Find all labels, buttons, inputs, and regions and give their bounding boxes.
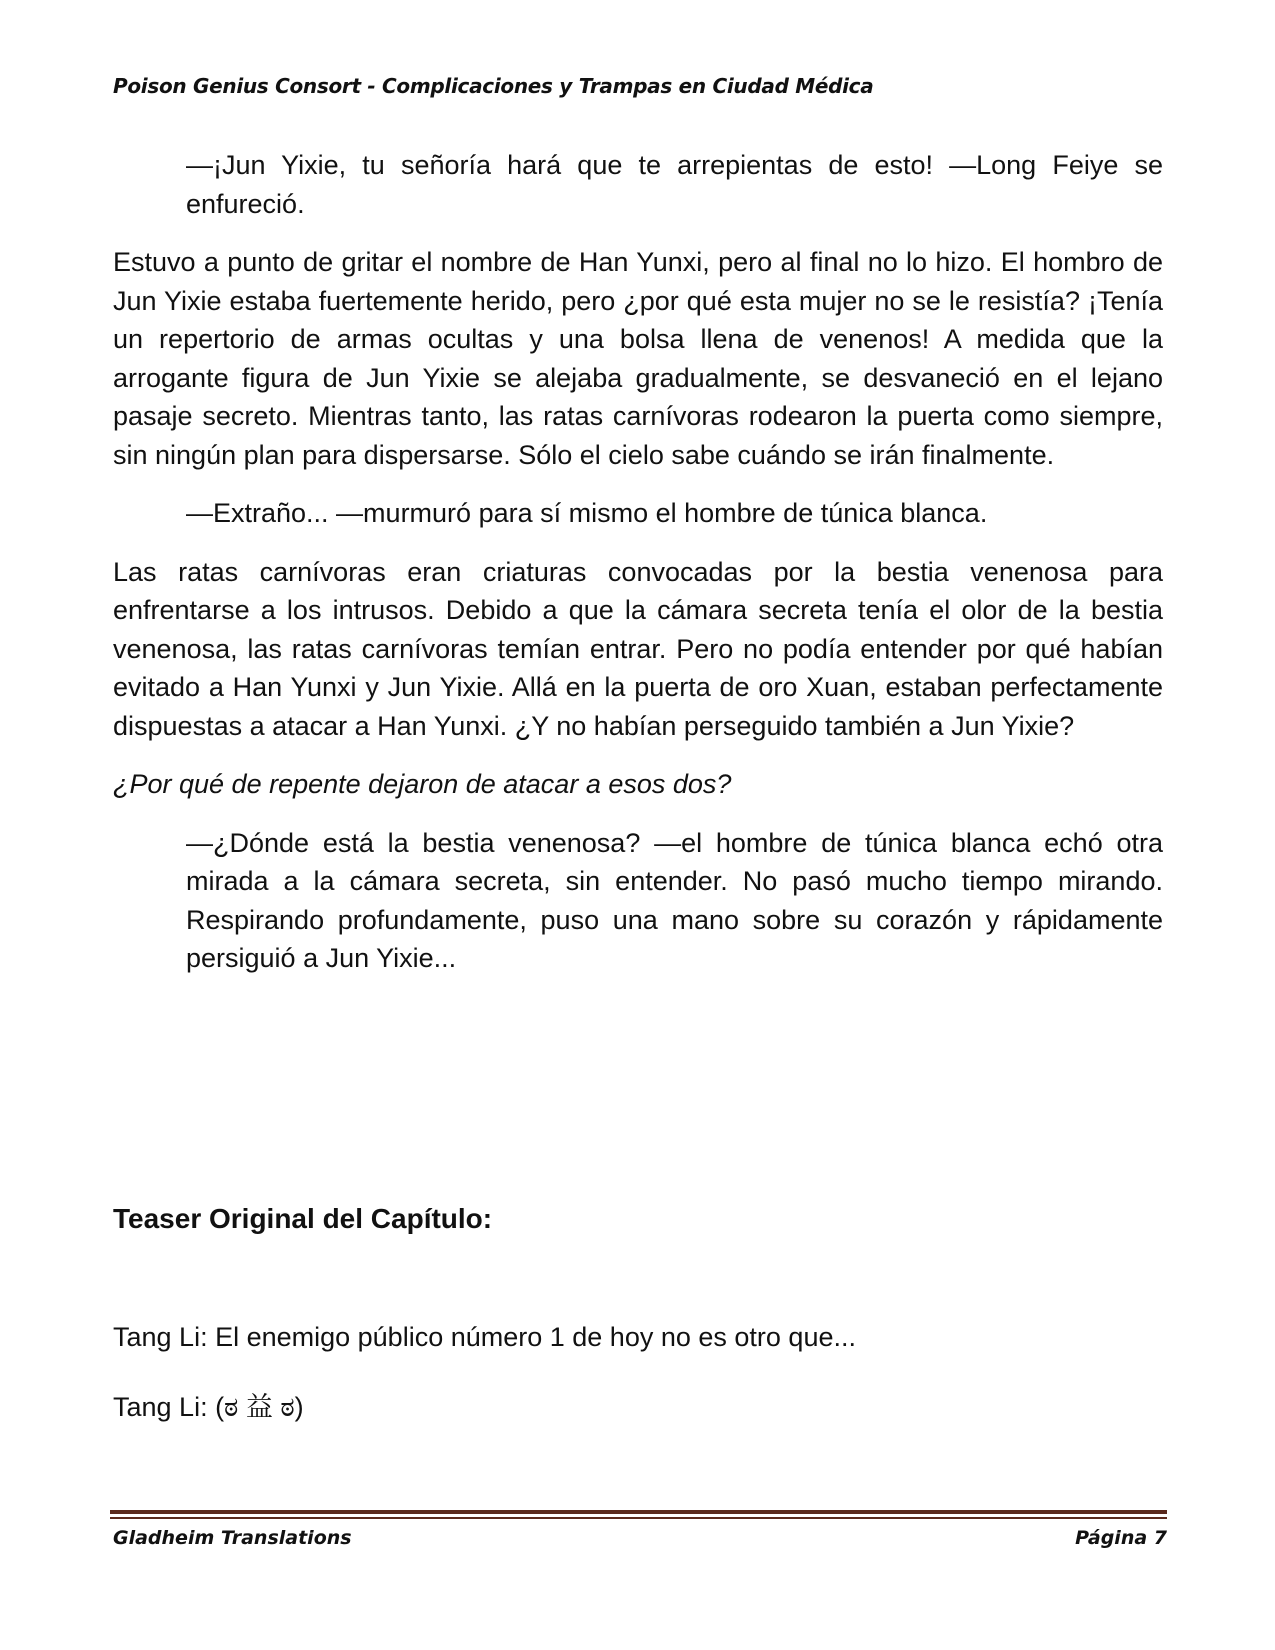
teaser-heading: Teaser Original del Capítulo:	[113, 1203, 493, 1234]
paragraph: —¡Jun Yixie, tu señoría hará que te arrepientas de esto! —Long Feiye se enfureció.	[186, 150, 1163, 219]
footer-publisher: Gladheim Translations	[113, 1527, 352, 1549]
page-number: Página 7	[1075, 1527, 1167, 1549]
body-text	[113, 146, 1163, 998]
footer-divider	[110, 1510, 1167, 1514]
paragraph: —¿Dónde está la bestia venenosa? —el hombre de túnica blanca echó otra mirada a la cámara secreta, sin entender. No pasó mucho tiempo mirando. Respirando profundamente, puso una mano sobre su corazón y rápidamente persiguió a Jun Yixie...	[186, 827, 1163, 973]
running-header: Poison Genius Consort - Complicaciones y Trampas en Ciudad Médica	[113, 74, 874, 98]
teaser-line: Tang Li: (ಠ 益 ಠ)	[113, 1392, 304, 1422]
paragraph: —Extraño... —murmuró para sí mismo el hombre de túnica blanca.	[186, 498, 988, 528]
paragraph: Las ratas carnívoras eran criaturas convocadas por la bestia venenosa para enfrentarse a los intrusos. Debido a que la cámara secreta tenía el olor de la bestia venenosa, las ratas carnívoras temían entrar. Pero no podía entender por qué habían evitado a Han Yunxi y Jun Yixie. Allá en la puerta de oro Xuan, estaban perfectamente dispuestas a atacar a Han Yunxi. ¿Y no habían perseguido también a Jun Yixie?	[113, 556, 1163, 741]
footer-divider-thin	[110, 1517, 1167, 1519]
paragraph: Estuvo a punto de gritar el nombre de Han Yunxi, pero al final no lo hizo. El hombro de Jun Yixie estaba fuertemente herido, pero ¿por qué esta mujer no se le resistía? ¡Tenía un repertorio de armas ocultas y una bolsa llena de venenos! A medida que la arrogante figura de Jun Yixie se alejaba gradualmente, se desvaneció en el lejano pasaje secreto. Mientras tanto, las ratas carnívoras rodearon la puerta como siempre, sin ningún plan para dispersarse. Sólo el cielo sabe cuándo se irán finalmente.	[113, 247, 1163, 470]
paragraph-italic: ¿Por qué de repente dejaron de atacar a esos dos?	[113, 769, 732, 799]
teaser-line: Tang Li: El enemigo público número 1 de hoy no es otro que...	[113, 1322, 856, 1352]
